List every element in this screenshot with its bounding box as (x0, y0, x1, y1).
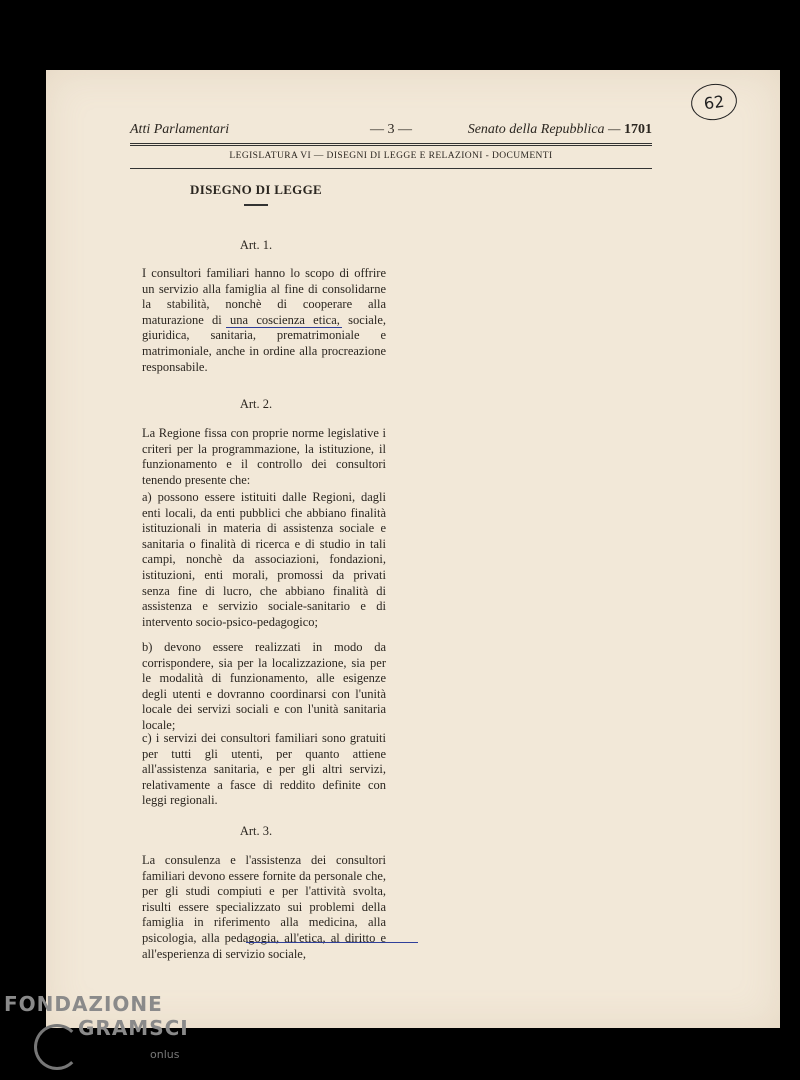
article-2-intro: La Regione fissa con proprie norme legislative i criteri per la programmazione, la istituzione, il funzionamento e il controllo dei consultori tenendo presente che: (142, 426, 386, 487)
page-number-stamp (689, 81, 740, 123)
header-left: Atti Parlamentari (130, 122, 230, 137)
watermark-line2: GRAMSCI (78, 1016, 189, 1040)
article-2-item-b: b) devono essere realizzati in modo da corrispondere, sia per la localizzazione, sia per le modalità di funzionamento, alle esigenze degli utenti e dovranno coordinarsi con l'unità locale dei servizi sociali e con l'unità sanitaria locale; (142, 640, 386, 732)
watermark-line3: onlus (150, 1048, 180, 1061)
header-rule-top (130, 143, 652, 144)
subheader: LEGISLATURA VI — DISEGNI DI LEGGE E RELAZIONI - DOCUMENTI (229, 151, 553, 161)
watermark-line1: FONDAZIONE (4, 992, 163, 1016)
header-page-number: — 3 — (370, 122, 412, 137)
article-1-paragraph: I consultori familiari hanno lo scopo di offrire un servizio alla famiglia al fine di consolidarne la stabilità, nonchè di cooperare alla maturazione di una coscienza etica, sociale, giuridica, sanitaria, prematrimoniale e matrimoniale, anche in ordine alla procreazione responsabile. (142, 266, 386, 374)
article-2-item-a: a) possono essere istituiti dalle Regioni, dagli enti locali, da enti pubblici che abbiano finalità istituzionali in materia di assistenza sociale e sanitaria o finalità di ricerca e di studio in tali campi, nonchè da associazioni, fondazioni, istituzioni, enti morali, promossi da privati senza fine di lucro, che abbiano finalità di assistenza e servizio sociale-sanitario e di intervento socio-psico-pedagogico; (142, 490, 386, 629)
article-3-paragraph: La consulenza e l'assistenza dei consultori familiari devono essere fornite da personale che, per gli studi compiuti e per l'attività svolta, risulti essere specializzato sui problemi della famiglia in riferimento alla medicina, alla psicologia, alla pedagogia, all'etica, al diritto e all'esperienza di servizio sociale, (142, 853, 386, 961)
article-2-heading: Art. 2. (239, 397, 273, 411)
stamp-number: 62 (702, 91, 726, 113)
article-1-heading: Art. 1. (239, 238, 273, 252)
header-rule-top-2 (130, 145, 652, 146)
header-rule-bottom (130, 168, 652, 169)
header-doc-number: 1701 (624, 122, 652, 137)
article-2-item-c: c) i servizi dei consultori familiari sono gratuiti per tutti gli utenti, per quanto attiene all'assistenza sanitaria, e per gli altri servizi, relativamente a fasce di reddito definite con leggi regionali. (142, 731, 386, 808)
header-right-text: Senato della Repubblica — (467, 122, 621, 137)
document-title: DISEGNO DI LEGGE (190, 182, 322, 197)
pen-underline-2 (246, 942, 418, 943)
watermark-logo-icon (34, 1024, 80, 1070)
document-page (46, 70, 780, 1028)
header-right (468, 122, 652, 138)
running-header (130, 122, 652, 142)
article-3-heading: Art. 3. (239, 824, 273, 838)
title-underline (244, 204, 268, 206)
pen-underline (226, 327, 342, 328)
